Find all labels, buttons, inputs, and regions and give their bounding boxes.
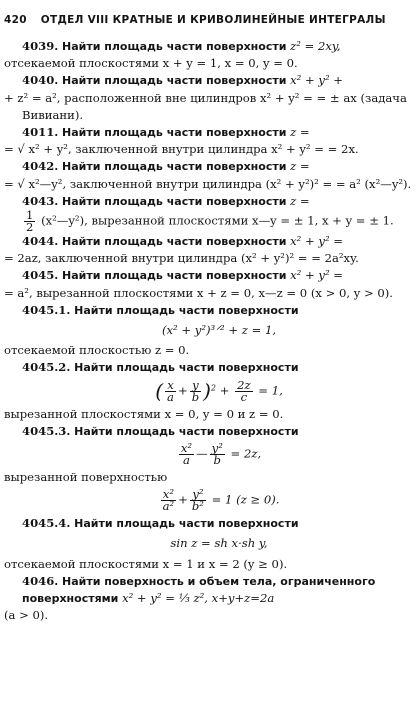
problem-number: 4045.4. [22,516,71,531]
problem-title: Найти площадь части поверхности [62,126,287,140]
problem-4045-2 [4,359,416,422]
page-header [4,14,416,26]
problem-4040 [4,72,416,124]
problem-formula: x² + y² = [290,268,343,283]
problem-4044 [4,233,416,267]
problem-continuation: вырезанной плоскостями x = 0, y = 0 и z = 0. [4,406,284,421]
problem-4045-4 [4,515,416,573]
problem-continuation: отсекаемой плоскостями x = 1 и x = 2 (y ≥ 0). [4,556,288,571]
problem-title: Найти площадь части поверхности [74,424,299,438]
problem-4045-3 [4,423,416,514]
display-formula: ( $\frac{x}{a}$ + $\frac{y}{b}$ )$^2$ + $\frac{2z}{c}$ = 1, [155,377,283,404]
problem-4043 [22,193,416,233]
problem-continuation: (a > 0). [4,608,49,623]
problem-4046 [4,573,416,625]
page-number: 420 [4,14,27,26]
problem-title: Найти площадь части поверхности [62,194,287,208]
problem-continuation: + z² = a², расположенной вне цилиндров x² + y² = = ± ax (задача Вивиани). [4,90,407,122]
display-formula-2: $\frac{\text{x²}}{\text{a²}}$ + $\frac{\text{y²}}{\text{b²}}$ = 1 (z ≥ 0). [162,487,280,514]
problem-continuation: (x²—y²), вырезанной плоскостями x—y = ± 1, x + y = ± 1. [41,213,394,228]
display-formula: (x² + y²)³ᐟ² + z = 1, [161,323,277,338]
problem-title: Найти площадь части поверхности [74,361,299,375]
problem-4041 [4,124,416,158]
problem-continuation: отсекаемой плоскостями x + y = 1, x = 0, y = 0. [4,56,298,71]
problem-number: 4042. [22,159,59,174]
problem-continuation: = √ x² + y², заключенной внутри цилиндра x² + y² = = 2x. [4,142,359,157]
problem-title: Найти площадь части поверхности [62,269,287,283]
problem-4039 [4,38,416,72]
problem-number: 4045.1. [22,302,71,317]
section-title: ОТДЕЛ VIII КРАТНЫЕ И КРИВОЛИНЕЙНЫЕ ИНТЕГРАЛЫ [40,14,386,26]
problem-title: Найти поверхность и объем тела, ограниченного поверхностями [22,574,376,606]
problem-continuation: = a², вырезанной плоскостями x + z = 0, x—z = 0 (x > 0, y > 0). [4,285,393,300]
problem-4042 [4,158,416,192]
problem-continuation: = 2az, заключенной внутри цилиндра (x² + y²)² = = 2a²xy. [4,251,359,266]
problem-4045 [4,267,416,301]
problem-number: 4045.2. [22,360,71,375]
problem-title: Найти площадь части поверхности [62,74,287,88]
problem-list [4,38,416,624]
problem-number: 4039. [22,39,59,53]
problem-title: Найти площадь части поверхности [62,160,287,174]
problem-number: 4043. [22,193,59,208]
problem-number: 4045. [22,268,59,283]
problem-formula: x² + y² + [290,73,343,88]
problem-title: Найти площадь части поверхности [74,303,299,317]
problem-formula: x² + y² = ⅓ z², x+y+z=2a [122,591,275,606]
problem-number: 4040. [22,73,59,88]
problem-continuation: вырезанной поверхностью [4,470,168,485]
display-formula: sin z = sh x·sh y, [170,536,268,551]
problem-4045-1 [4,302,416,360]
problem-title: Найти площадь части поверхности [74,517,299,531]
problem-number: 4045.3. [22,423,71,438]
problem-formula: z = [290,193,310,208]
problem-title: Найти площадь части поверхности [62,235,287,249]
problem-formula: x² + y² = [290,234,343,249]
problem-title: Найти площадь части поверхности [62,40,287,53]
display-formula: $\frac{\text{x²}}{a}$ — $\frac{\text{y²}}{b}$ = 2z, [180,441,262,468]
problem-continuation: отсекаемой плоскостью z = 0. [4,343,190,358]
problem-formula: z = [290,125,310,140]
problem-number: 4011. [22,125,59,140]
problem-formula: z = [290,159,310,174]
problem-formula: z² = 2xy, [290,39,341,53]
fraction-one-half: $\frac{1}{2}$ [26,208,34,235]
problem-number: 4046. [22,573,59,588]
problem-continuation: = √ x²—y², заключенной внутри цилиндра (x² + y²)² = = a² (x²—y²). [4,176,412,191]
problem-number: 4044. [22,234,59,249]
